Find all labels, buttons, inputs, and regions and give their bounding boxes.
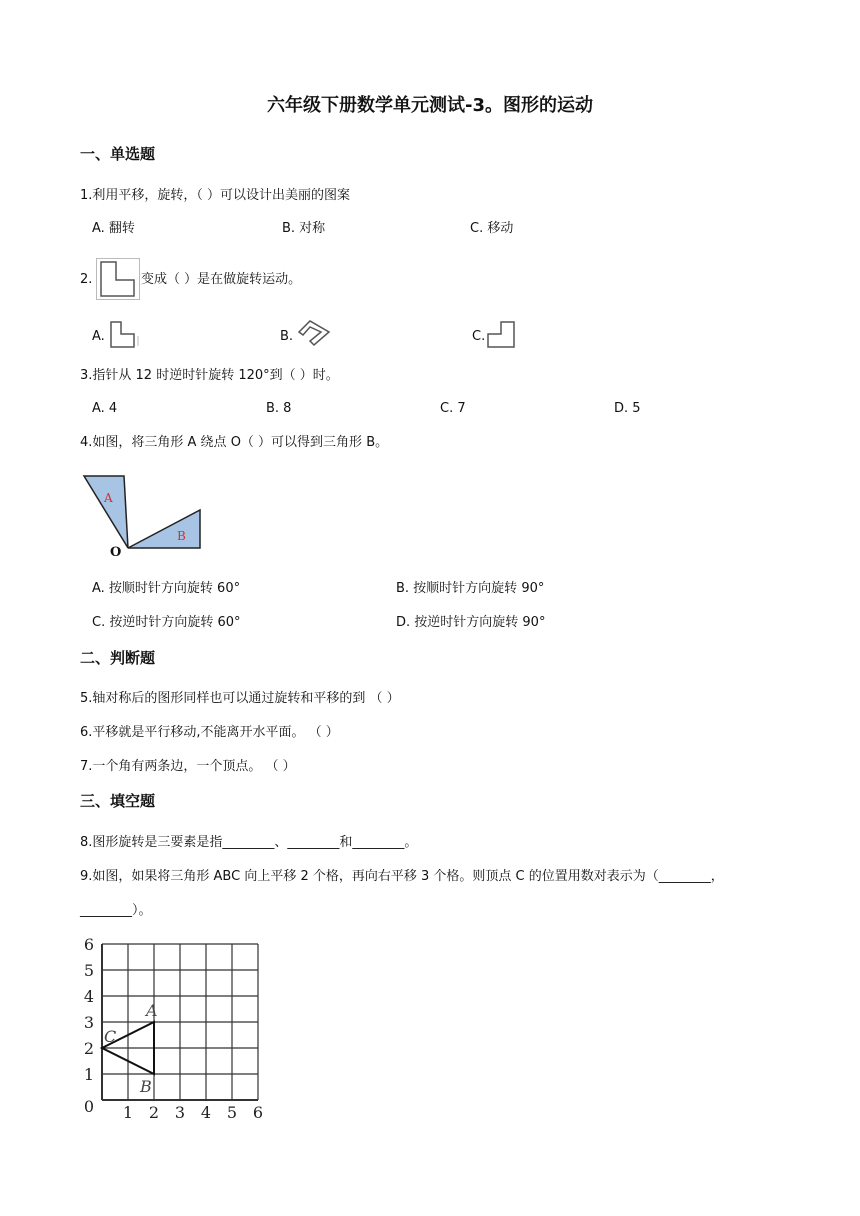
section-heading-single-choice: 一、单选题 [80,145,156,163]
question-3-option-d[interactable]: D. 5 [614,401,641,416]
option-a-shape [108,320,142,350]
question-2-stem: 变成（ ）是在做旋转运动。 [141,272,302,287]
y-tick-label: 3 [83,1013,94,1032]
y-tick-label: 0 [83,1097,94,1116]
question-5: 5.轴对称后的图形同样也可以通过旋转和平移的到 （ ） [80,691,400,706]
question-9-line-1: 9.如图，如果将三角形 ABC 向上平移 2 个格，再向右平移 3 个格。则顶点 C 的位置用数对表示为（________， [80,869,724,884]
question-2-option-b[interactable]: B. [280,329,294,344]
question-1-option-c[interactable]: C. 移动 [470,221,514,236]
question-1-option-a[interactable]: A. 翻转 [92,221,135,236]
triangle-rotation-figure [80,470,210,562]
y-tick-label: 5 [83,961,94,980]
option-c-shape [486,320,518,350]
point-o-label: O [110,545,122,560]
question-4-stem: 4.如图，将三角形 A 绕点 O（ ）可以得到三角形 B。 [80,435,389,450]
x-tick-label: 1 [122,1103,134,1122]
option-b-shape [296,318,332,348]
y-tick-label: 4 [83,987,94,1006]
section-heading-fill-blank: 三、填空题 [80,792,156,810]
question-6: 6.平移就是平行移动,不能离开水平面。 （ ） [80,725,339,740]
vertex-label-c: C [104,1027,117,1046]
question-3-stem: 3.指针从 12 时逆时针旋转 120°到（ ）时。 [80,368,339,383]
x-tick-label: 4 [200,1103,212,1122]
question-8: 8.图形旋转是三要素是指________、________和________。 [80,835,418,850]
x-tick-label: 5 [226,1103,238,1122]
x-tick-label: 3 [174,1103,186,1122]
question-3-option-a[interactable]: A. 4 [92,401,118,416]
question-1-stem: 1.利用平移，旋转，（ ）可以设计出美丽的图案 [80,188,351,203]
triangle-b-label: B [177,529,186,543]
question-2-option-a[interactable]: A. [92,329,105,344]
triangle-a-label: A [104,491,113,505]
question-7: 7.一个角有两条边，一个顶点。 （ ） [80,759,296,774]
question-1-option-b[interactable]: B. 对称 [282,221,326,236]
question-3-option-c[interactable]: C. 7 [440,401,466,416]
question-2-number: 2. [80,272,93,287]
page-title: 六年级下册数学单元测试-3。图形的运动 [267,95,593,116]
l-shape-figure [96,258,140,300]
question-4-option-b[interactable]: B. 按顺时针方向旋转 90° [396,581,545,596]
x-tick-label: 6 [252,1103,264,1122]
question-4-option-c[interactable]: C. 按逆时针方向旋转 60° [92,615,241,630]
section-heading-true-false: 二、判断题 [80,649,156,667]
question-3-option-b[interactable]: B. 8 [266,401,292,416]
vertex-label-b: B [140,1077,152,1096]
question-4-option-a[interactable]: A. 按顺时针方向旋转 60° [92,581,241,596]
coordinate-grid [80,930,280,1130]
y-tick-label: 6 [83,935,94,954]
question-9-line-2: ________）。 [80,903,152,918]
y-tick-label: 2 [83,1039,94,1058]
question-4-option-d[interactable]: D. 按逆时针方向旋转 90° [396,615,546,630]
x-tick-label: 2 [148,1103,160,1122]
vertex-label-a: A [146,1001,158,1020]
question-2-option-c[interactable]: C. [472,329,486,344]
y-tick-label: 1 [83,1065,94,1084]
